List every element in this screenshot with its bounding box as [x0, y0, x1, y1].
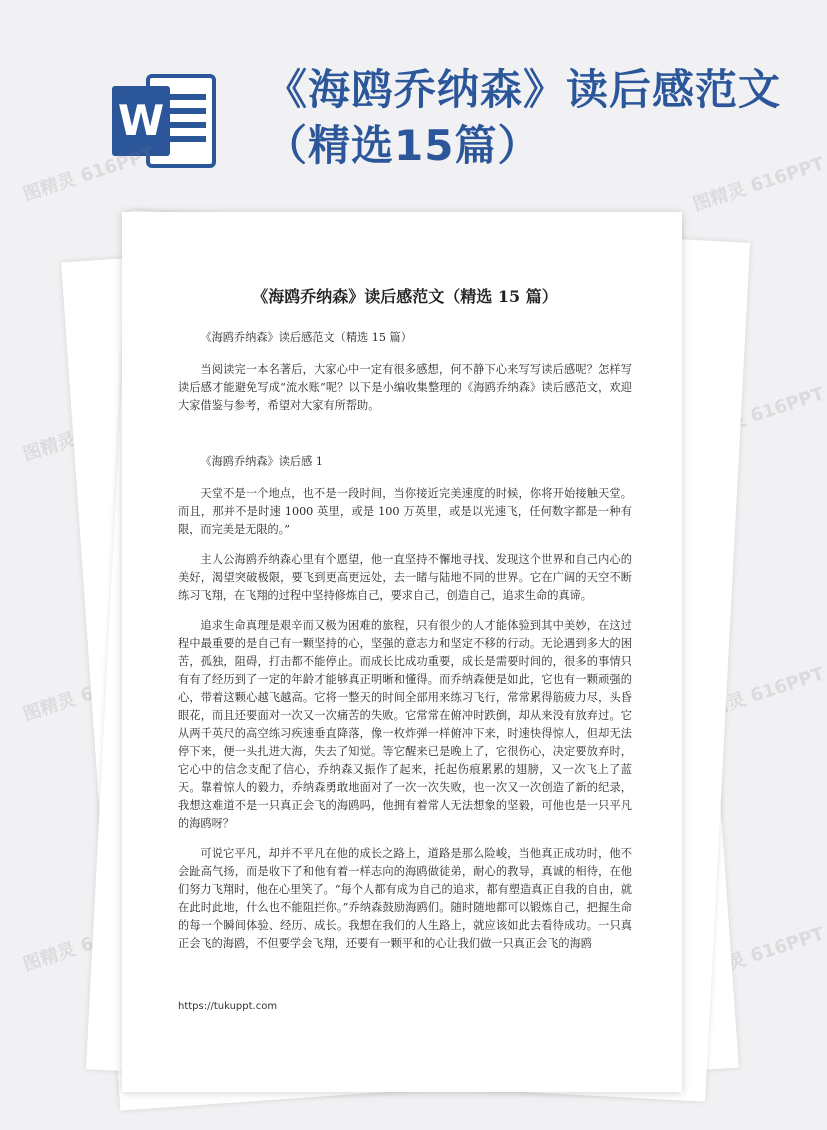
watermark: 图精灵 616PPT	[690, 663, 827, 726]
banner-title: 《海鸥乔纳森》读后感范文（精选15篇）	[265, 65, 782, 170]
paragraph: 天堂不是一个地点，也不是一段时间，当你接近完美速度的时候，你将开始接触天堂。而且，那并不是时速 1000 英里，或是 100 万英里，或是以光速飞，任何数字都是一种有限，而完美是无限的。”	[178, 487, 632, 536]
watermark: 图精灵 616PPT	[690, 153, 827, 216]
paragraph: 追求生命真理是艰辛而又极为困难的旅程，只有很少的人才能体验到其中美妙，在这过程中最重要的是自己有一颗坚持的心，坚强的意志力和坚定不移的行动。无论遇到多大的困苦，孤独，阻碍，打击都不能停止。而成长比成功重要，成长是需要时间的，很多的事情只有有了经历到了一定的年龄才能够真正明晰和懂得。而乔纳森便是如此，它也有一颗顽强的心，带着这颗心越飞越高。它将一整天的时间全部用来练习飞行，常常累得筋疲力尽，头昏眼花，而且还要面对一次又一次痛苦的失败。它常常在俯冲时跌倒，却从来没有放弃过。它从两千英尺的高空练习疾速垂直降落，像一枚炸弹一样俯冲下来，时速快得惊人，但却无法停下来，便一头扎进大海，失去了知觉。等它醒来已是晚上了，它很伤心，决定要放弃时，它心中的信念支配了信心，乔纳森又振作了起来，托起伤痕累累的翅膀，又一次飞上了蓝天。靠着惊人的毅力，乔纳森勇敢地面对了一次一次失败，也一次又一次创造了新的纪录，我想这难道不是一只真正会飞的海鸥吗，他拥有着常人无法想象的坚毅，可他也是一只平凡的海鸥呀？	[178, 619, 632, 830]
document-subtitle: 《海鸥乔纳森》读后感范文（精选 15 篇）	[200, 331, 412, 344]
paragraph: 可说它平凡，却并不平凡在他的成长之路上，道路是那么险峻，当他真正成功时，他不会趾高气扬，而是收下了和他有着一样志向的海鸥做徒弟，耐心的教导，真诚的相待，在他们努力飞翔时，他在心里笑了。“每个人都有成为自己的追求，都有塑造真正自我的自由，就在此时此地，什么也不能阻拦你。”乔纳森鼓励海鸥们。随时随地都可以锻炼自己，把握生命的每一个瞬间体验、经历、成长。我想在我们的人生路上，就应该如此去看待成功。一只真正会飞的海鸥，不但要学会飞翔，还要有一颗平和的心让我们做一只真正会飞的海鸥	[178, 847, 632, 950]
watermark: 图精灵 616PPT	[690, 383, 827, 446]
watermark: 图精灵	[20, 428, 79, 466]
watermark: 图精灵 616PPT	[690, 923, 827, 986]
watermark: 图精灵 616PPT	[20, 143, 157, 206]
section-heading: 《海鸥乔纳森》读后感 1	[200, 455, 323, 468]
document-intro: 当阅读完一本名著后，大家心中一定有很多感想，何不静下心来写写读后感呢？怎样写读后感才能避免写成“流水账”呢？以下是小编收集整理的《海鸥乔纳森》读后感范文，欢迎大家借鉴与参考，希望对大家有所帮助。	[178, 363, 632, 412]
watermark: 图精灵 616PPT	[20, 913, 157, 976]
watermark: 图精灵 616PPT	[20, 663, 157, 726]
document-title: 《海鸥乔纳森》读后感范文（精选 15 篇）	[252, 287, 558, 306]
word-logo-icon	[108, 72, 218, 170]
document-page	[122, 212, 682, 1092]
paragraph: 主人公海鸥乔纳森心里有个愿望，他一直坚持不懈地寻找、发现这个世界和自己内心的美好，渴望突破极限，要飞到更高更远处，去一睹与陆地不同的世界。它在广阔的天空不断练习飞翔，在飞翔的过程中坚持修炼自己，要求自己，创造自己，追求生命的真谛。	[178, 553, 632, 602]
document-url: https://tukuppt.com	[178, 1001, 278, 1012]
word-logo-letter: W	[117, 96, 165, 145]
